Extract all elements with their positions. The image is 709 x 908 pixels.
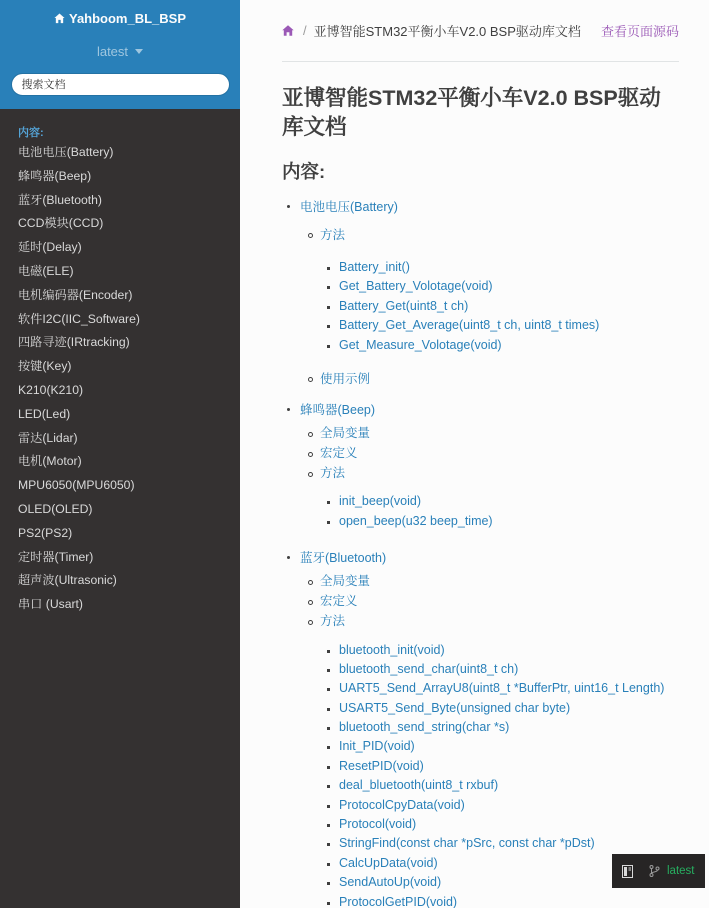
sidebar-nav-item[interactable]: 电池电压(Battery) bbox=[18, 145, 114, 159]
toc-method-link[interactable]: bluetooth_init(void) bbox=[339, 642, 445, 657]
sidebar-nav-item[interactable]: 电机(Motor) bbox=[18, 454, 82, 469]
nav-list bbox=[0, 141, 240, 617]
toc-link-beep-methods[interactable]: 方法 bbox=[320, 464, 679, 484]
git-branch-icon bbox=[649, 865, 660, 877]
toc-method-link[interactable]: Get_Battery_Volotage(void) bbox=[339, 279, 493, 294]
toc-method-item bbox=[339, 815, 679, 834]
toc-method-item bbox=[339, 834, 679, 853]
toc-method-link[interactable]: ProtocolCpyData(void) bbox=[339, 797, 465, 812]
toc-method-item bbox=[339, 796, 679, 815]
toc-section-beep bbox=[282, 396, 679, 541]
toc-method-item bbox=[339, 737, 679, 756]
toc-method-item bbox=[339, 660, 679, 679]
sidebar-nav-item[interactable]: 四路寻迹(IRtracking) bbox=[18, 335, 130, 350]
sidebar-nav-item[interactable]: LED(Led) bbox=[18, 406, 71, 421]
versions-badge[interactable] bbox=[612, 854, 705, 888]
toc-method-item bbox=[339, 277, 679, 296]
contents-heading: 内容: bbox=[282, 161, 326, 182]
home-icon bbox=[54, 13, 65, 24]
sidebar-nav-item[interactable]: 按键(Key) bbox=[18, 359, 72, 374]
toc-method-item bbox=[339, 492, 679, 511]
breadcrumb-current: 亚博智能STM32平衡小车V2.0 BSP驱动库文档 bbox=[313, 24, 581, 39]
toc-method-link[interactable]: Battery_init() bbox=[339, 260, 410, 274]
view-source-link[interactable]: 查看页面源码 bbox=[600, 24, 679, 39]
toc-beep-methods-list bbox=[320, 483, 679, 541]
version-label: latest bbox=[96, 44, 129, 59]
toc-link-bluetooth-macros[interactable]: 宏定义 bbox=[320, 592, 679, 612]
table-of-contents bbox=[282, 193, 679, 908]
caret-down-icon bbox=[135, 49, 143, 54]
toc-method-item bbox=[339, 336, 679, 355]
toc-link-bluetooth-methods[interactable]: 方法 bbox=[320, 612, 679, 632]
toc-method-link[interactable]: UART5_Send_ArrayU8(uint8_t *BufferPtr, uint16_t Length) bbox=[339, 681, 665, 696]
toc-link-bluetooth[interactable]: 蓝牙(Bluetooth) bbox=[300, 544, 679, 572]
toc-method-link[interactable]: Get_Measure_Volotage(void) bbox=[339, 337, 502, 352]
toc-method-link[interactable]: init_beep(void) bbox=[339, 494, 421, 509]
toc-method-link[interactable]: open_beep(u32 beep_time) bbox=[339, 513, 493, 528]
sidebar-nav-item[interactable]: 电磁(ELE) bbox=[18, 263, 74, 278]
toc-method-link[interactable]: CalcUpData(void) bbox=[339, 855, 438, 870]
sidebar-nav-item[interactable]: 雷达(Lidar) bbox=[18, 430, 78, 445]
toc-method-item bbox=[339, 297, 679, 316]
project-home-link[interactable] bbox=[54, 11, 186, 26]
toc-method-item bbox=[339, 258, 679, 277]
toc-method-link[interactable]: ResetPID(void) bbox=[339, 758, 424, 773]
toc-item-bluetooth-globals bbox=[320, 572, 679, 592]
toc-link-battery-methods[interactable]: 方法 bbox=[320, 221, 679, 249]
toc-method-link[interactable]: StringFind(const char *pSrc, const char *pDst) bbox=[339, 836, 595, 851]
sidebar-nav-item[interactable]: 定时器(Timer) bbox=[18, 549, 94, 564]
toc-method-link[interactable]: deal_bluetooth(uint8_t rxbuf) bbox=[339, 778, 499, 793]
toc-method-link[interactable]: bluetooth_send_string(char *s) bbox=[339, 720, 510, 735]
home-icon[interactable] bbox=[282, 25, 294, 36]
sidebar-nav-item[interactable]: 延时(Delay) bbox=[18, 240, 82, 255]
toc-link-battery-example[interactable]: 使用示例 bbox=[320, 365, 679, 393]
toc-item-beep-macros bbox=[320, 444, 679, 464]
toc-item-battery-example bbox=[320, 365, 679, 393]
toc-link-bluetooth-globals[interactable]: 全局变量 bbox=[320, 572, 679, 592]
book-icon bbox=[622, 865, 633, 878]
toc-method-link[interactable]: Battery_Get(uint8_t ch) bbox=[339, 298, 469, 313]
search-input[interactable] bbox=[11, 73, 230, 96]
page-title: 亚博智能STM32平衡小车V2.0 BSP驱动库文档 bbox=[282, 86, 661, 139]
sidebar-nav-item[interactable]: 蜂鸣器(Beep) bbox=[18, 168, 92, 183]
toc-item-battery-methods bbox=[320, 221, 679, 365]
sidebar-nav-item[interactable]: K210(K210) bbox=[18, 382, 84, 397]
toc-link-beep[interactable]: 蜂鸣器(Beep) bbox=[300, 396, 679, 424]
toc-method-item bbox=[339, 718, 679, 737]
sidebar-nav-item[interactable]: 电机编码器(Encoder) bbox=[18, 287, 133, 302]
project-title: Yahboom_BL_BSP bbox=[68, 11, 187, 26]
toc-item-bluetooth-macros bbox=[320, 592, 679, 612]
toc-item-beep-methods bbox=[320, 464, 679, 542]
toc-method-link[interactable]: ProtocolGetPID(void) bbox=[339, 894, 458, 908]
toc-beep-sublist bbox=[300, 424, 679, 541]
toc-battery-sublist bbox=[300, 221, 679, 393]
toc-battery-methods-list bbox=[320, 249, 679, 365]
toc-method-item bbox=[339, 316, 679, 335]
search-form bbox=[0, 59, 240, 96]
sidebar-nav-item[interactable]: 串口 (Usart) bbox=[18, 597, 83, 612]
badge-version-label: latest bbox=[667, 865, 695, 877]
breadcrumb bbox=[282, 0, 679, 62]
toc-method-link[interactable]: bluetooth_send_char(uint8_t ch) bbox=[339, 661, 519, 676]
version-selector[interactable] bbox=[0, 44, 240, 59]
main-content bbox=[240, 0, 709, 908]
sidebar-nav-item[interactable]: OLED(OLED) bbox=[18, 501, 93, 516]
toc-method-link[interactable]: SendAutoUp(void) bbox=[339, 875, 442, 890]
toc-item-beep-globals bbox=[320, 424, 679, 444]
nav-caption: 内容: bbox=[18, 127, 44, 139]
toc-method-item bbox=[339, 699, 679, 718]
toc-link-beep-globals[interactable]: 全局变量 bbox=[320, 424, 679, 444]
toc-method-item bbox=[339, 679, 679, 698]
toc-method-item bbox=[339, 893, 679, 908]
sidebar-nav-item[interactable]: 蓝牙(Bluetooth) bbox=[18, 192, 102, 207]
toc-method-item bbox=[339, 776, 679, 795]
sidebar-nav-item[interactable]: 软件I2C(IIC_Software) bbox=[18, 311, 140, 326]
sidebar-nav-item[interactable]: 超声波(Ultrasonic) bbox=[18, 573, 117, 588]
toc-section-battery bbox=[282, 193, 679, 393]
toc-method-item bbox=[339, 641, 679, 660]
toc-method-item bbox=[339, 757, 679, 776]
toc-link-battery[interactable]: 电池电压(Battery) bbox=[300, 193, 679, 221]
toc-link-beep-macros[interactable]: 宏定义 bbox=[320, 444, 679, 464]
toc-method-link[interactable]: Init_PID(void) bbox=[339, 739, 415, 754]
toc-method-link[interactable]: Protocol(void) bbox=[339, 817, 417, 832]
toc-method-link[interactable]: Battery_Get_Average(uint8_t ch, uint8_t times) bbox=[339, 318, 600, 333]
breadcrumb-separator: / bbox=[303, 23, 307, 38]
sidebar-nav-item[interactable]: CCD模块(CCD) bbox=[18, 216, 104, 231]
toc-method-link[interactable]: USART5_Send_Byte(unsigned char byte) bbox=[339, 700, 571, 715]
sidebar-nav-item[interactable]: MPU6050(MPU6050) bbox=[18, 478, 135, 493]
sidebar-nav-item[interactable]: PS2(PS2) bbox=[18, 525, 73, 540]
sidebar bbox=[0, 0, 240, 908]
sidebar-header bbox=[0, 0, 240, 109]
toc-method-item bbox=[339, 512, 679, 531]
